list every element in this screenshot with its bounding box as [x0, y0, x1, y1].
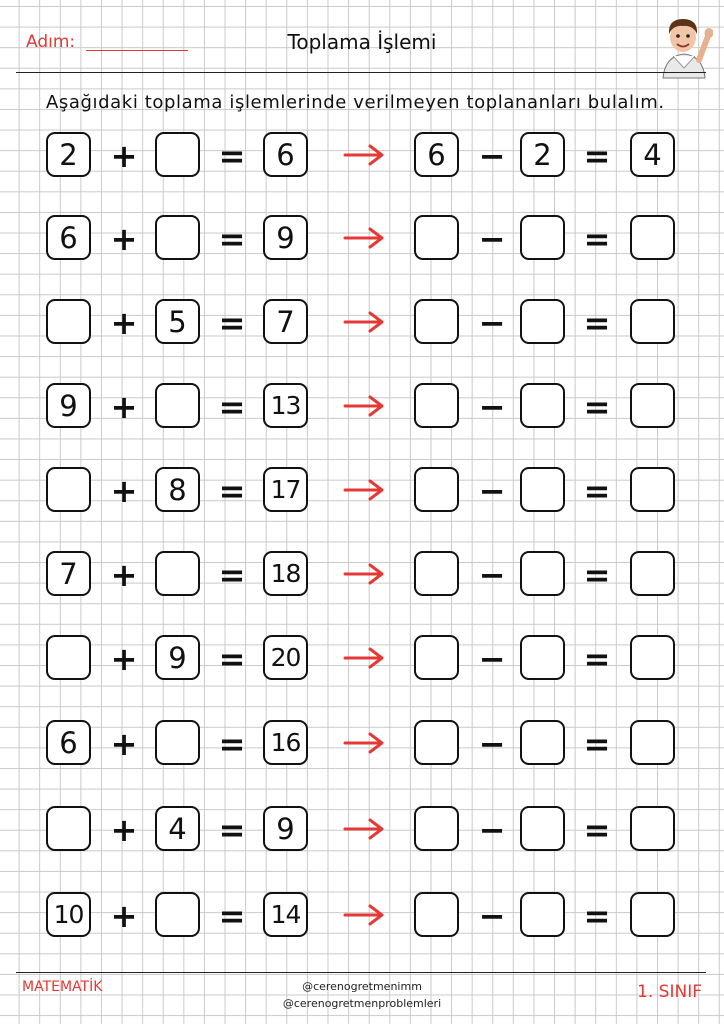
minus-sign: − [478, 387, 506, 426]
equals-sign: = [218, 555, 246, 594]
header-divider [16, 72, 706, 73]
equals-sign: = [583, 639, 611, 678]
addend-1-box: 7 [46, 551, 91, 596]
equals-sign: = [583, 471, 611, 510]
page-title: Toplama İşlemi [287, 30, 437, 54]
subtrahend-box[interactable] [520, 892, 565, 937]
exercise-row [0, 299, 724, 347]
sum-box: 16 [263, 720, 308, 765]
equals-sign: = [583, 387, 611, 426]
exercise-row [0, 383, 724, 431]
minuend-box[interactable] [414, 383, 459, 428]
addend-2-box: 8 [155, 467, 200, 512]
minuend-box[interactable] [414, 720, 459, 765]
minus-sign: − [478, 724, 506, 763]
difference-box[interactable] [630, 215, 675, 260]
addend-2-box[interactable] [155, 215, 200, 260]
sum-box: 17 [263, 467, 308, 512]
addend-2-box[interactable] [155, 551, 200, 596]
right-arrow-icon [342, 309, 386, 335]
plus-sign: + [110, 555, 138, 594]
exercise-row [0, 892, 724, 940]
right-arrow-icon [342, 561, 386, 587]
subtrahend-box[interactable] [520, 467, 565, 512]
addend-1-box: 6 [46, 720, 91, 765]
equals-sign: = [583, 303, 611, 342]
addend-1-box: 2 [46, 132, 91, 177]
difference-box[interactable] [630, 299, 675, 344]
minuend-box[interactable] [414, 806, 459, 851]
addend-1-box: 10 [46, 892, 91, 937]
addend-1-box: 6 [46, 215, 91, 260]
difference-box[interactable] [630, 806, 675, 851]
subtrahend-box[interactable] [520, 720, 565, 765]
sum-box: 7 [263, 299, 308, 344]
plus-sign: + [110, 471, 138, 510]
exercise-row [0, 132, 724, 180]
exercise-row [0, 467, 724, 515]
subtrahend-box[interactable] [520, 551, 565, 596]
plus-sign: + [110, 639, 138, 678]
difference-box[interactable] [630, 467, 675, 512]
equals-sign: = [218, 810, 246, 849]
equals-sign: = [218, 387, 246, 426]
plus-sign: + [110, 303, 138, 342]
minus-sign: − [478, 471, 506, 510]
plus-sign: + [110, 724, 138, 763]
equals-sign: = [583, 810, 611, 849]
plus-sign: + [110, 219, 138, 258]
footer-divider [16, 972, 706, 973]
minuend-box[interactable] [414, 551, 459, 596]
exercise-row [0, 215, 724, 263]
minus-sign: − [478, 810, 506, 849]
plus-sign: + [110, 896, 138, 935]
minuend-box[interactable] [414, 635, 459, 680]
minuend-box[interactable] [414, 467, 459, 512]
addend-2-box[interactable] [155, 132, 200, 177]
minuend-box[interactable] [414, 892, 459, 937]
minus-sign: − [478, 303, 506, 342]
subtrahend-box: 2 [520, 132, 565, 177]
plus-sign: + [110, 387, 138, 426]
minus-sign: − [478, 896, 506, 935]
equals-sign: = [583, 219, 611, 258]
social-handle-2: @cerenogretmenproblemleri [282, 997, 442, 1010]
minuend-box: 6 [414, 132, 459, 177]
difference-box[interactable] [630, 892, 675, 937]
minus-sign: − [478, 555, 506, 594]
equals-sign: = [583, 555, 611, 594]
difference-box[interactable] [630, 551, 675, 596]
sum-box: 9 [263, 215, 308, 260]
subject-label: MATEMATİK [22, 979, 103, 995]
sum-box: 6 [263, 132, 308, 177]
difference-box[interactable] [630, 720, 675, 765]
addend-1-box[interactable] [46, 467, 91, 512]
grade-label: 1. SINIF [637, 982, 702, 1002]
minus-sign: − [478, 639, 506, 678]
right-arrow-icon [342, 477, 386, 503]
equals-sign: = [218, 896, 246, 935]
exercise-row [0, 635, 724, 683]
equals-sign: = [218, 303, 246, 342]
name-label: Adım: [26, 32, 76, 52]
teacher-mascot-icon [655, 12, 713, 80]
subtrahend-box[interactable] [520, 635, 565, 680]
sum-box: 9 [263, 806, 308, 851]
subtrahend-box[interactable] [520, 215, 565, 260]
sum-box: 20 [263, 635, 308, 680]
worksheet-header [0, 0, 724, 82]
addend-2-box: 5 [155, 299, 200, 344]
sum-box: 14 [263, 892, 308, 937]
subtrahend-box[interactable] [520, 806, 565, 851]
minus-sign: − [478, 136, 506, 175]
addend-1-box[interactable] [46, 806, 91, 851]
addend-2-box[interactable] [155, 892, 200, 937]
addend-1-box[interactable] [46, 635, 91, 680]
difference-box: 4 [630, 132, 675, 177]
exercise-row [0, 720, 724, 768]
right-arrow-icon [342, 645, 386, 671]
sum-box: 18 [263, 551, 308, 596]
addend-1-box[interactable] [46, 299, 91, 344]
difference-box[interactable] [630, 635, 675, 680]
instruction-text: Aşağıdaki toplama işlemlerinde verilmeyen toplananları bulalım. [46, 92, 665, 113]
right-arrow-icon [342, 902, 386, 928]
exercise-row [0, 551, 724, 599]
minus-sign: − [478, 219, 506, 258]
equals-sign: = [218, 471, 246, 510]
right-arrow-icon [342, 393, 386, 419]
addend-2-box: 9 [155, 635, 200, 680]
subtrahend-box[interactable] [520, 299, 565, 344]
addend-2-box: 4 [155, 806, 200, 851]
social-handle-1: @cerenogretmenimm [302, 980, 422, 993]
difference-box[interactable] [630, 383, 675, 428]
plus-sign: + [110, 136, 138, 175]
equals-sign: = [218, 639, 246, 678]
plus-sign: + [110, 810, 138, 849]
minuend-box[interactable] [414, 215, 459, 260]
addend-2-box[interactable] [155, 720, 200, 765]
subtrahend-box[interactable] [520, 383, 565, 428]
addend-1-box: 9 [46, 383, 91, 428]
equals-sign: = [583, 136, 611, 175]
minuend-box[interactable] [414, 299, 459, 344]
equals-sign: = [583, 724, 611, 763]
right-arrow-icon [342, 142, 386, 168]
equals-sign: = [218, 219, 246, 258]
equals-sign: = [218, 724, 246, 763]
sum-box: 13 [263, 383, 308, 428]
equals-sign: = [218, 136, 246, 175]
addend-2-box[interactable] [155, 383, 200, 428]
right-arrow-icon [342, 816, 386, 842]
right-arrow-icon [342, 225, 386, 251]
right-arrow-icon [342, 730, 386, 756]
exercise-row [0, 806, 724, 854]
equals-sign: = [583, 896, 611, 935]
